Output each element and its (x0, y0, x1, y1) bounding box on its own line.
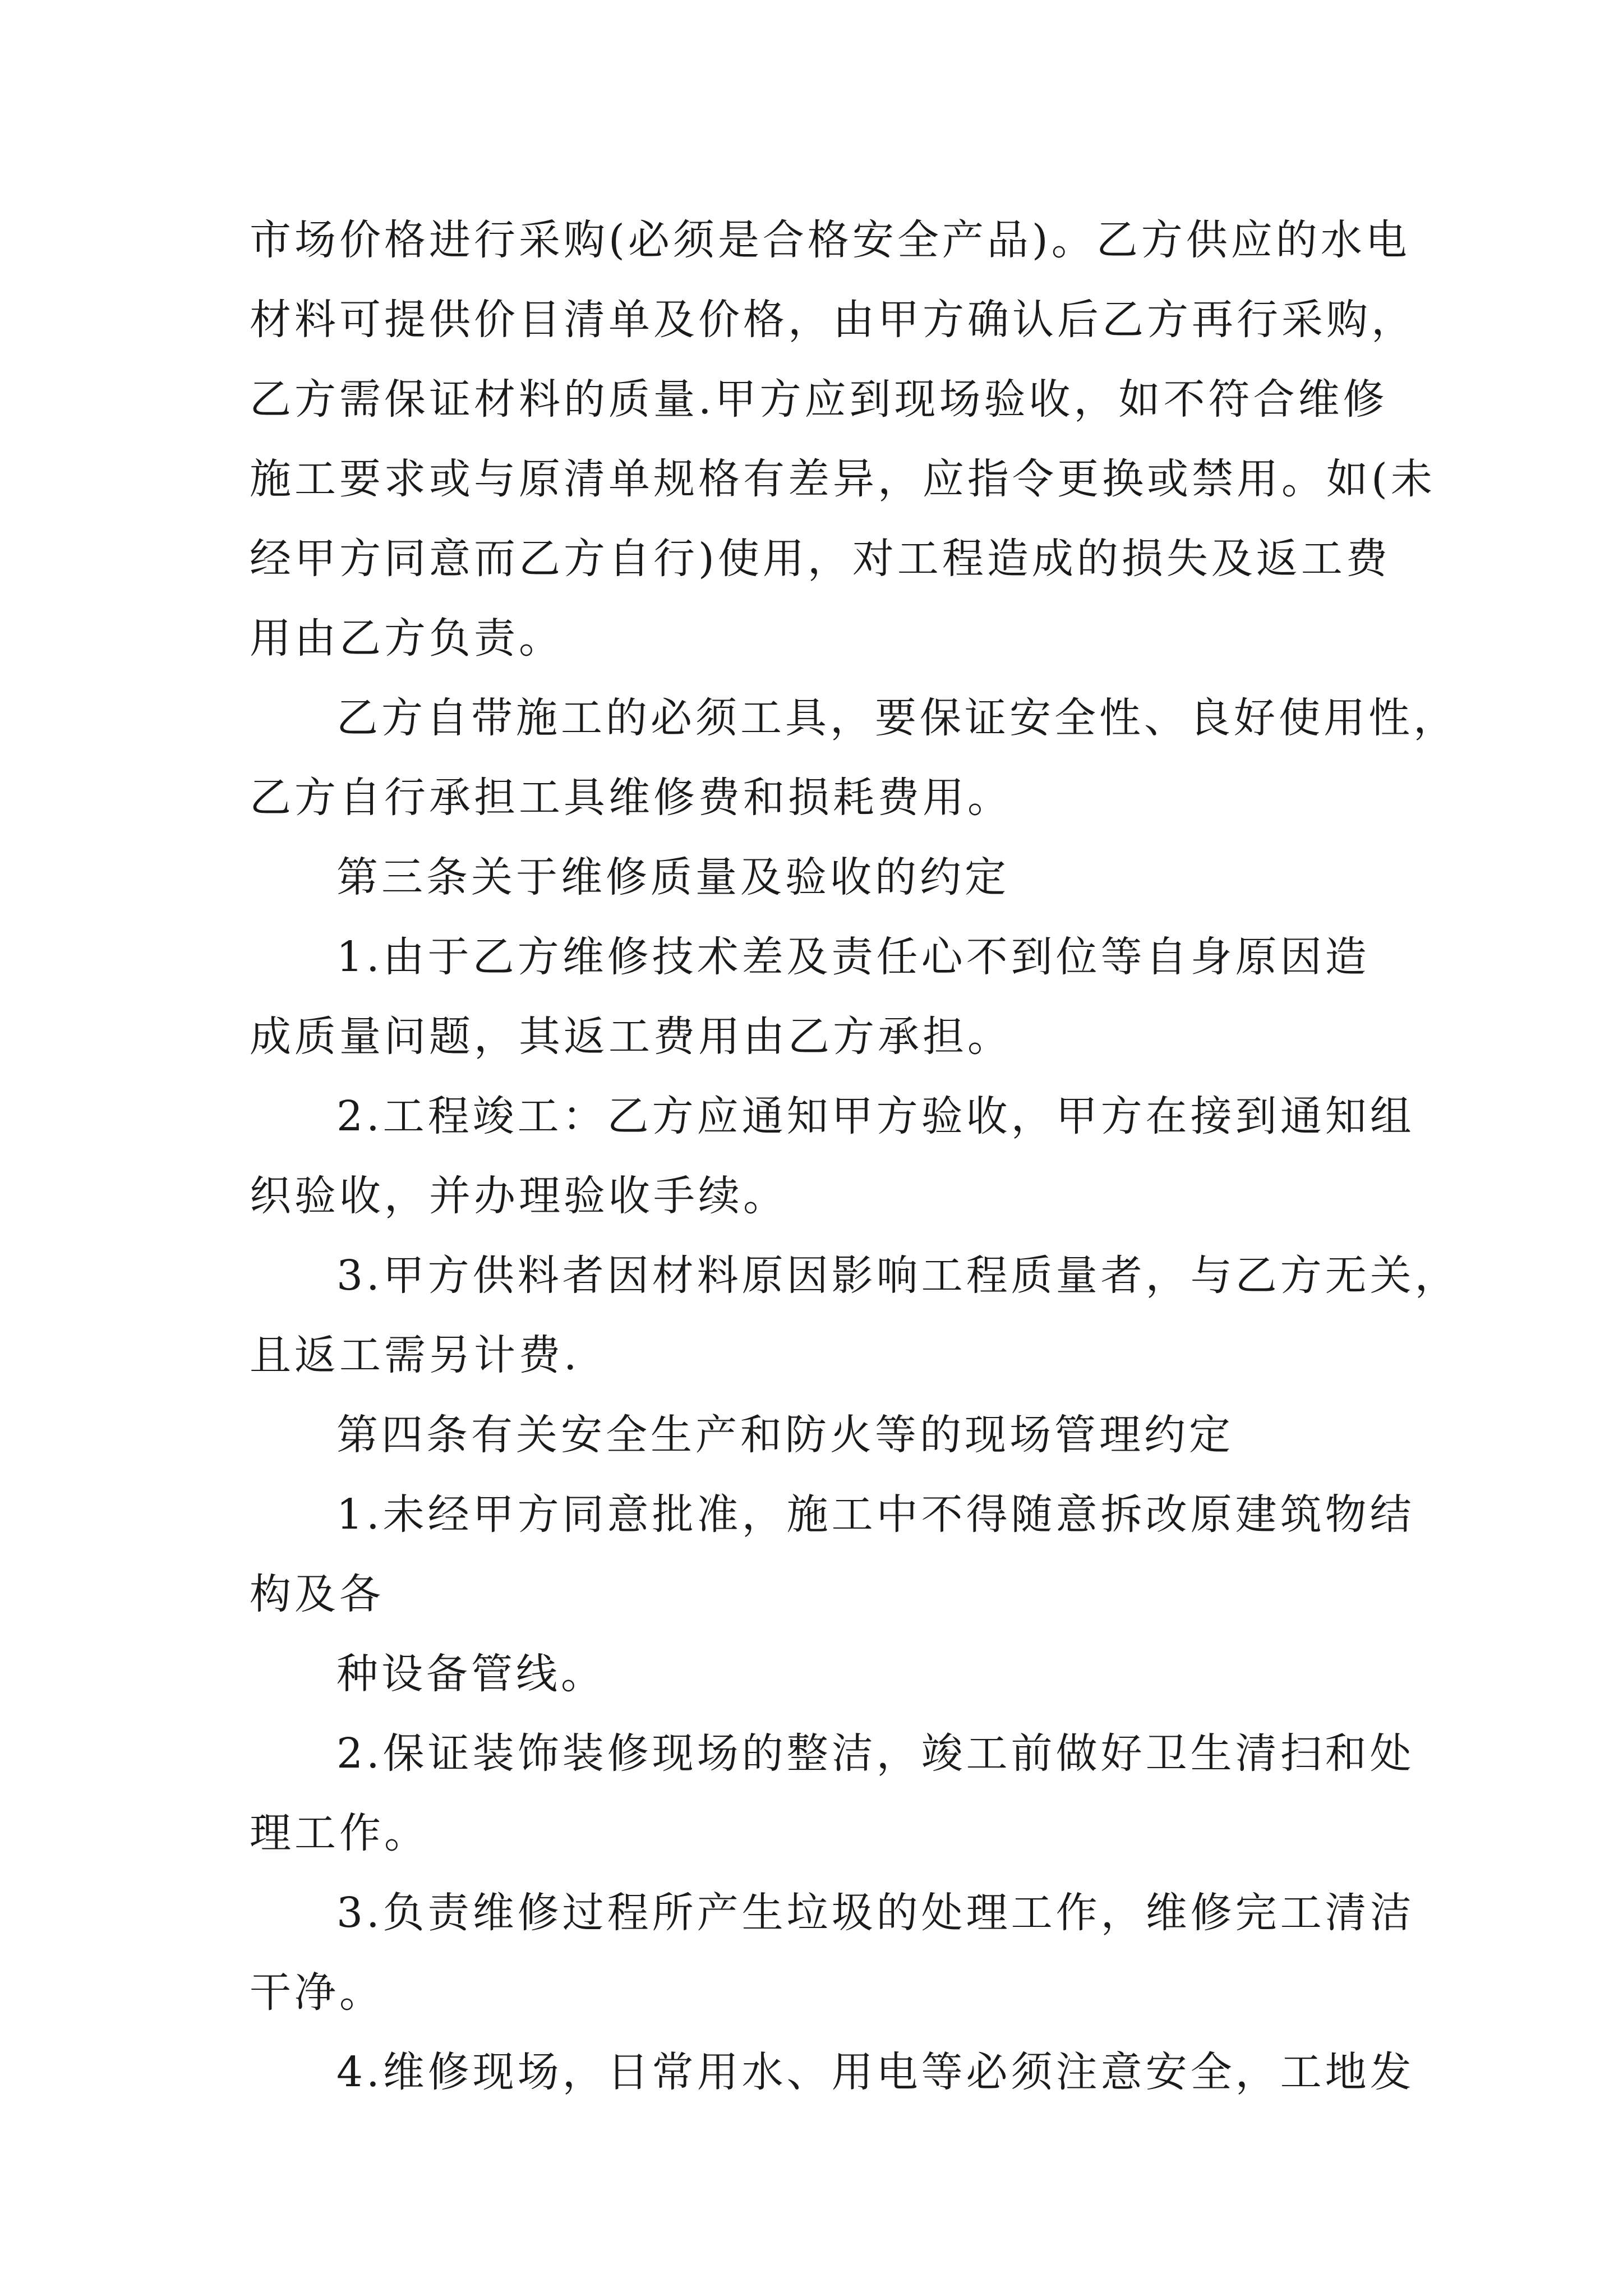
text-line: 4.维修现场，日常用水、用电等必须注意安全，工地发 (336, 2048, 1415, 2096)
section-heading: 第三条关于维修质量及验收的约定 (336, 853, 1009, 901)
text-line: 3.甲方供料者因材料原因影响工程质量者，与乙方无关， (336, 1251, 1460, 1300)
text-line: 乙方需保证材料的质量.甲方应到现场验收，如不符合维修 (250, 375, 1388, 424)
text-line: 1.由于乙方维修技术差及责任心不到位等自身原因造 (336, 933, 1370, 981)
text-line: 且返工需另计费. (250, 1331, 580, 1379)
text-line: 乙方自带施工的必须工具，要保证安全性、良好使用性， (336, 694, 1458, 742)
text-line: 用由乙方负责。 (250, 614, 564, 662)
text-line: 2.工程竣工：乙方应通知甲方验收，甲方在接到通知组 (336, 1092, 1415, 1140)
text-line: 3.负责维修过程所产生垃圾的处理工作，维修完工清洁 (336, 1889, 1415, 1937)
text-line: 经甲方同意而乙方自行)使用，对工程造成的损失及返工费 (250, 535, 1391, 583)
text-line: 织验收，并办理验收手续。 (250, 1172, 788, 1220)
text-line: 理工作。 (250, 1809, 429, 1857)
text-line: 材料可提供价目清单及价格，由甲方确认后乙方再行采购， (250, 296, 1416, 344)
text-line: 成质量问题，其返工费用由乙方承担。 (250, 1013, 1012, 1061)
text-line: 1.未经甲方同意批准，施工中不得随意拆改原建筑物结 (336, 1490, 1415, 1539)
text-line: 2.保证装饰装修现场的整洁，竣工前做好卫生清扫和处 (336, 1729, 1415, 1778)
section-heading: 第四条有关安全生产和防火等的现场管理约定 (336, 1411, 1234, 1459)
text-line: 构及各 (250, 1570, 384, 1618)
text-line: 施工要求或与原清单规格有差异，应指令更换或禁用。如(未 (250, 455, 1436, 503)
text-line: 市场价格进行采购(必须是合格安全产品)。乙方供应的水电 (250, 216, 1410, 264)
text-line: 乙方自行承担工具维修费和损耗费用。 (250, 774, 1012, 822)
text-line: 种设备管线。 (336, 1650, 606, 1698)
text-line: 干净。 (250, 1968, 384, 2017)
